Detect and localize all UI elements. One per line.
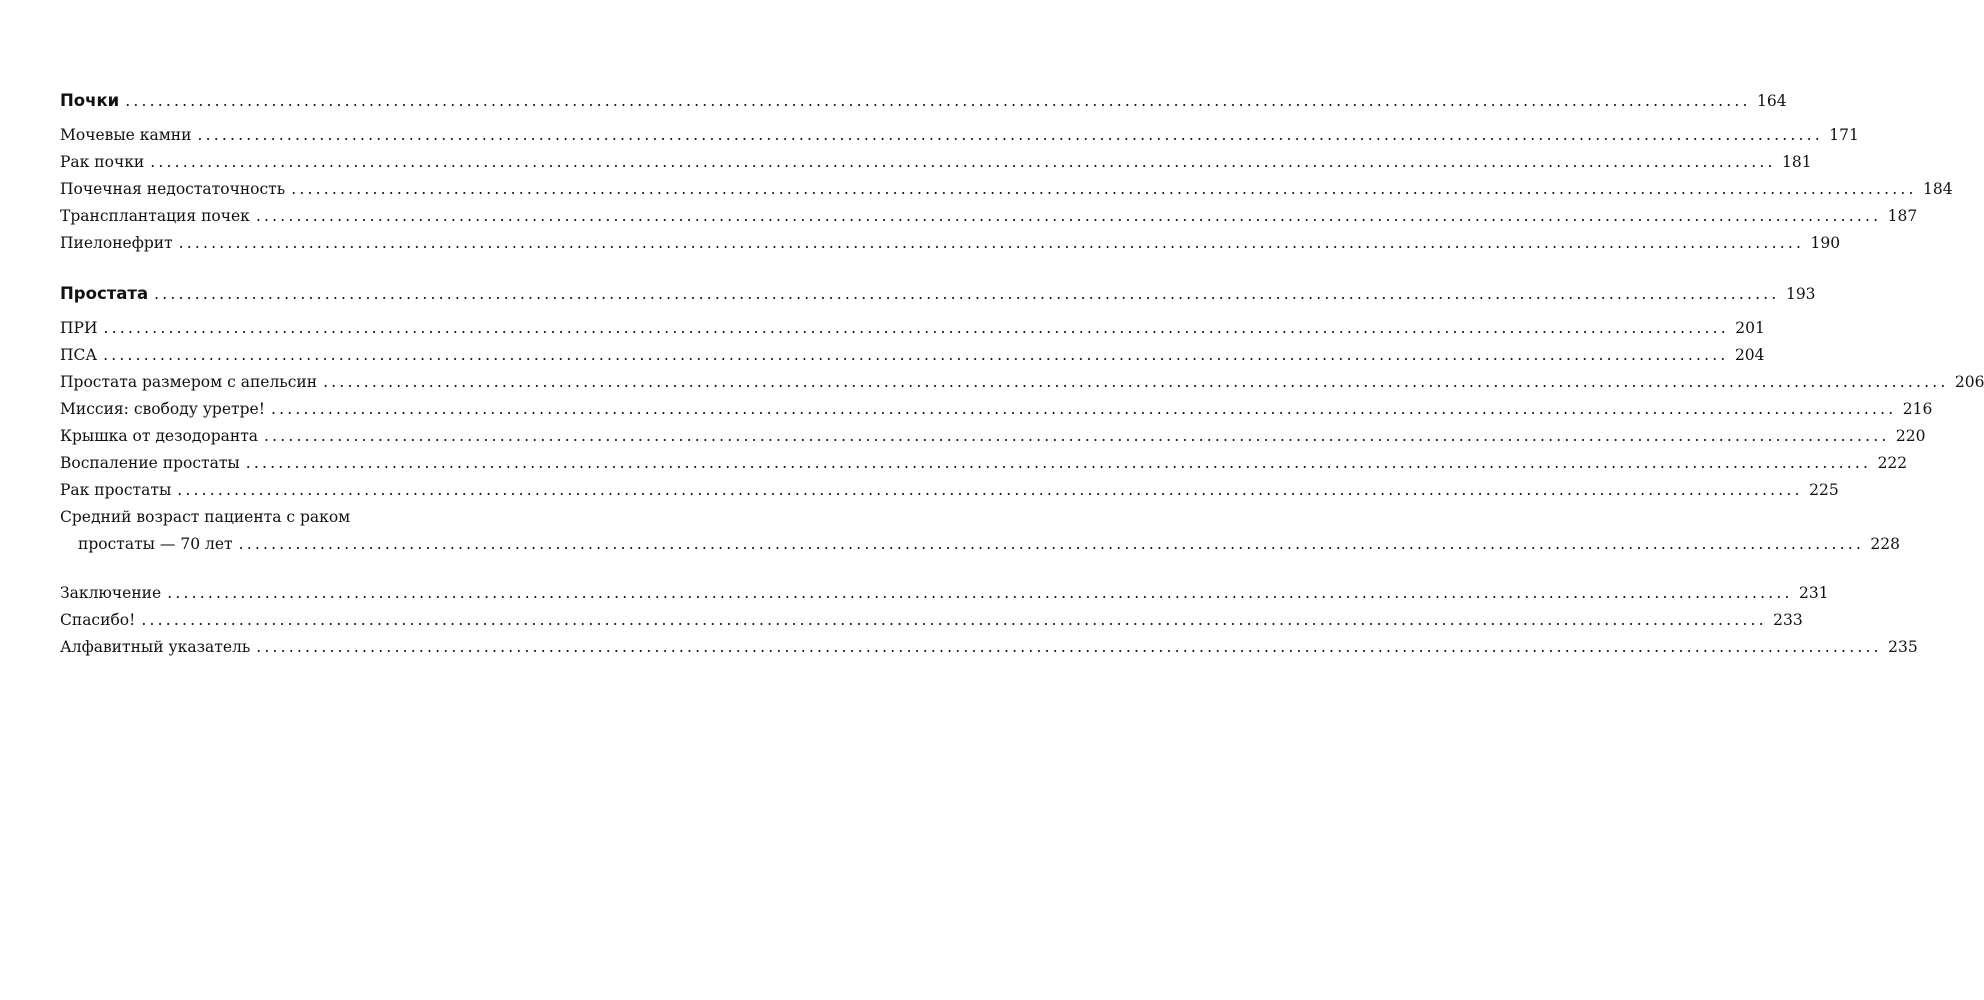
dot-leader: ........................................................................................................................................................................................................	[125, 92, 1751, 110]
toc-entry[interactable]	[60, 580, 1829, 607]
dot-leader: ........................................................................................................................................................................................................	[323, 373, 1949, 391]
dot-leader: ........................................................................................................................................................................................................	[245, 454, 1872, 472]
toc-page-number: 235	[1888, 638, 1918, 656]
toc-entry[interactable]	[60, 634, 1918, 661]
toc-entry[interactable]	[60, 203, 1918, 230]
toc-entry-title: ПРИ	[60, 319, 98, 337]
dot-leader: ........................................................................................................................................................................................................	[270, 400, 1897, 418]
toc-entry-title-line1: Средний возраст пациента с раком	[60, 508, 351, 526]
dot-leader: ........................................................................................................................................................................................................	[255, 207, 1882, 225]
toc-page-number: 164	[1757, 92, 1787, 110]
toc-page-number: 220	[1895, 427, 1926, 445]
dot-leader: ........................................................................................................................................................................................................	[256, 638, 1882, 656]
toc-page-number: 228	[1870, 535, 1900, 553]
toc-entry[interactable]	[60, 176, 1953, 203]
toc-entry-title: Воспаление простаты	[60, 454, 240, 472]
toc-entry-title: Рак простаты	[60, 481, 172, 499]
toc-page-number: 231	[1799, 584, 1829, 602]
toc-page-number: 181	[1782, 153, 1812, 171]
toc-entry-title: Пиелонефрит	[60, 234, 173, 252]
toc-page-number: 201	[1735, 319, 1765, 337]
dot-leader: ........................................................................................................................................................................................................	[150, 153, 1776, 171]
toc-entry[interactable]	[60, 230, 1841, 257]
toc-page-number: 216	[1902, 400, 1933, 418]
toc-page-number: 233	[1773, 611, 1803, 629]
toc-entry-continuation	[60, 531, 1900, 558]
toc-entry[interactable]	[60, 607, 1803, 634]
dot-leader: ........................................................................................................................................................................................................	[154, 285, 1780, 303]
toc-entry[interactable]	[60, 122, 1859, 149]
toc-entry-title: Алфавитный указатель	[60, 638, 251, 656]
toc-section-back-matter	[60, 580, 1918, 661]
dot-leader: ........................................................................................................................................................................................................	[197, 126, 1823, 144]
dot-leader: ........................................................................................................................................................................................................	[238, 535, 1864, 553]
toc-heading-prostate[interactable]	[60, 279, 1816, 309]
dot-leader: ........................................................................................................................................................................................................	[167, 584, 1793, 602]
toc-heading-title: Почки	[60, 91, 120, 110]
toc-entry-title: Трансплантация почек	[60, 207, 250, 225]
toc-page-number: 225	[1809, 481, 1839, 499]
toc-page-number: 206	[1954, 373, 1984, 391]
toc-page-number: 193	[1785, 285, 1816, 303]
toc-entry[interactable]	[60, 149, 1812, 176]
table-of-contents	[60, 86, 1984, 683]
toc-page-number: 190	[1810, 234, 1841, 252]
toc-entry[interactable]	[60, 342, 1765, 369]
dot-leader: ........................................................................................................................................................................................................	[178, 234, 1805, 252]
toc-page-number: 171	[1829, 126, 1859, 144]
toc-entry-title: Спасибо!	[60, 611, 136, 629]
toc-entry-title: ПСА	[60, 346, 98, 364]
toc-page-number: 184	[1923, 180, 1953, 198]
toc-entry[interactable]	[60, 477, 1839, 504]
toc-entry-title: Рак почки	[60, 153, 145, 171]
dot-leader: ........................................................................................................................................................................................................	[291, 180, 1917, 198]
toc-entry-title: Крышка от дезодоранта	[60, 427, 259, 445]
toc-entry-title-line2: простаты — 70 лет	[78, 535, 233, 553]
toc-entry[interactable]	[60, 315, 1765, 342]
toc-entry-title: Мочевые камни	[60, 126, 192, 144]
toc-entry[interactable]	[60, 369, 1984, 396]
dot-leader: ........................................................................................................................................................................................................	[103, 346, 1729, 364]
dot-leader: ........................................................................................................................................................................................................	[177, 481, 1803, 499]
toc-section-kidneys	[60, 86, 1953, 257]
toc-entry-title: Почечная недостаточность	[60, 180, 286, 198]
toc-heading-title: Простата	[60, 284, 149, 303]
toc-entry[interactable]	[60, 396, 1933, 423]
toc-entry[interactable]	[60, 450, 1908, 477]
dot-leader: ........................................................................................................................................................................................................	[141, 611, 1767, 629]
toc-entry-title: Заключение	[60, 584, 162, 602]
toc-section-prostate	[60, 279, 1984, 558]
toc-page-number: 204	[1734, 346, 1765, 364]
toc-entry-wrapped[interactable]	[60, 504, 1900, 558]
toc-page-number: 187	[1887, 207, 1918, 225]
toc-heading-kidneys[interactable]	[60, 86, 1787, 116]
toc-entry-title: Миссия: свободу уретре!	[60, 400, 265, 418]
dot-leader: ........................................................................................................................................................................................................	[103, 319, 1729, 337]
toc-page-number: 222	[1877, 454, 1908, 472]
toc-entry-title: Простата размером с апельсин	[60, 373, 318, 391]
toc-entry[interactable]	[60, 423, 1926, 450]
dot-leader: ........................................................................................................................................................................................................	[264, 427, 1890, 445]
